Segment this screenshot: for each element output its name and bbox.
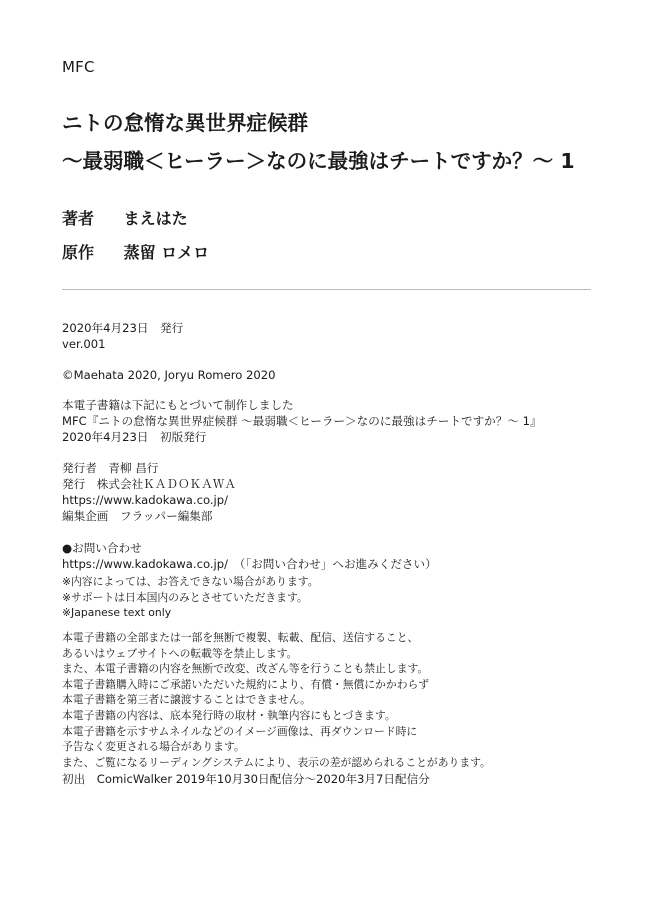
- inquiry-note: ※内容によっては、お答えできない場合があります。: [62, 575, 319, 588]
- source-note-line: MFC『ニトの怠惰な異世界症候群 〜最弱職＜ヒーラー＞なのに最強はチートですか？〜 1』: [62, 414, 542, 428]
- book-title: [62, 104, 575, 180]
- legal-line: 本電子書籍の内容は、底本発行時の取材・執筆内容にもとづきます。: [62, 708, 396, 722]
- legal-line: また、本電子書籍の内容を無断で改変、改ざん等を行うことも禁止します。: [62, 662, 429, 676]
- source-note-line: 2020年4月23日 初版発行: [62, 430, 207, 444]
- legal-notice: [62, 630, 491, 770]
- legal-line: 予告なく変更される場合があります。: [62, 740, 245, 754]
- publisher-line: 発行 株式会社ＫＡＤＯＫＡＷＡ: [62, 477, 236, 491]
- legal-line: 本電子書籍購入時にご承諾いただいた規約により、有償・無償にかかわらず: [62, 677, 430, 691]
- first-appearance: [62, 771, 430, 787]
- credit-original-name: 蒸留 ロメロ: [123, 243, 210, 262]
- credit-original: [62, 236, 209, 270]
- publisher-url-link[interactable]: https://www.kadokawa.co.jp/: [62, 493, 229, 507]
- inquiry-section: [62, 540, 437, 572]
- source-note-line: 本電子書籍は下記にもとづいて制作しました: [62, 398, 294, 412]
- first-appearance-text: 初出 ComicWalker 2019年10月30日配信分〜2020年3月7日配信分: [62, 772, 430, 786]
- publication-info: [62, 320, 183, 352]
- inquiry-note: ※サポートは日本国内のみとさせていただきます。: [62, 590, 308, 604]
- credit-author-name: まえはた: [123, 209, 188, 228]
- legal-line: 本電子書籍を示すサムネイルなどのイメージ画像は、再ダウンロード時に: [62, 724, 418, 738]
- legal-line: 本電子書籍の全部または一部を無断で複製、転載、配信、送信すること、: [62, 631, 419, 644]
- inquiry-note: ※Japanese text only: [62, 606, 172, 620]
- book-title-line-2: 〜最弱職＜ヒーラー＞なのに最強はチートですか？〜 1: [62, 149, 575, 173]
- version: ver.001: [62, 337, 106, 351]
- publication-date: 2020年4月23日 発行: [62, 321, 184, 335]
- legal-line: 本電子書籍を第三者に譲渡することはできません。: [62, 693, 311, 707]
- publisher-info: [62, 460, 236, 524]
- credit-author: [62, 202, 209, 236]
- credit-original-role: 原作: [62, 243, 95, 262]
- legal-line: また、ご覧になるリーディングシステムにより、表示の差が認められることがあります。: [62, 755, 491, 769]
- copyright-text: ©Maehata 2020, Joryu Romero 2020: [62, 368, 276, 382]
- inquiry-url-link[interactable]: https://www.kadokawa.co.jp/ （「お問い合わせ」へお進みください）: [62, 557, 437, 571]
- book-title-line-1: ニトの怠惰な異世界症候群: [62, 111, 308, 135]
- credits: [62, 202, 209, 270]
- copyright: [62, 367, 276, 383]
- source-note: [62, 397, 542, 445]
- publisher-line: 編集企画 フラッパー編集部: [62, 509, 213, 523]
- divider: [62, 289, 591, 290]
- legal-line: あるいはウェブサイトへの転載等を禁止します。: [62, 646, 298, 660]
- publisher-line: 発行者 青柳 昌行: [62, 461, 159, 475]
- inquiry-notes: [62, 574, 319, 621]
- credit-author-role: 著者: [62, 209, 95, 228]
- imprint-label: MFC: [62, 58, 95, 76]
- inquiry-heading: ●お問い合わせ: [62, 541, 142, 555]
